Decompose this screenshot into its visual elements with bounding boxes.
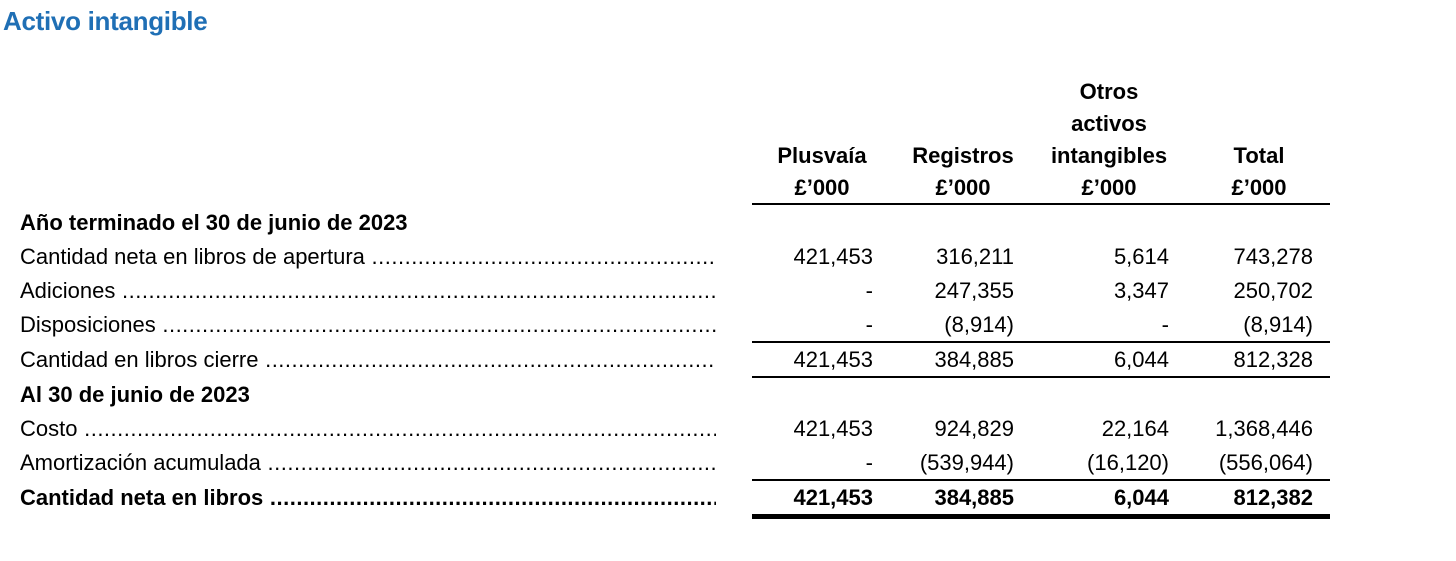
table-row xyxy=(0,310,1456,340)
cell-otros: 5,614 xyxy=(1113,244,1169,269)
cell-registros: 384,885 xyxy=(934,347,1014,372)
cell-total: 1,368,446 xyxy=(1215,416,1313,441)
header-line: £’000 xyxy=(794,175,850,200)
header-line: Registros xyxy=(912,143,1014,168)
table-row xyxy=(0,276,1456,306)
cell-plusvalia: - xyxy=(865,450,873,475)
cell-registros: 924,829 xyxy=(934,416,1014,441)
row-label: Cantidad neta en libros ..... xyxy=(20,483,716,513)
column-header-registros xyxy=(893,140,1033,204)
page-title: Activo intangible xyxy=(3,6,208,36)
cell-plusvalia: 421,453 xyxy=(793,485,873,510)
row-label: Disposiciones ..... xyxy=(20,310,716,340)
header-line: £’000 xyxy=(935,175,991,200)
cell-plusvalia: - xyxy=(865,312,873,337)
cell-plusvalia: 421,453 xyxy=(793,416,873,441)
header-line: £’000 xyxy=(1081,175,1137,200)
cell-registros: 247,355 xyxy=(934,278,1014,303)
total-rule-bottom-double xyxy=(752,514,1330,519)
header-line: £’000 xyxy=(1231,175,1287,200)
cell-registros: 384,885 xyxy=(934,485,1014,510)
cell-otros: - xyxy=(1161,312,1169,337)
total-rule-top xyxy=(752,479,1330,481)
table-row xyxy=(0,448,1456,478)
cell-registros: (8,914) xyxy=(944,312,1014,337)
table-row xyxy=(0,242,1456,272)
header-line: intangibles xyxy=(1050,143,1168,168)
row-label: Cantidad en libros cierre ..... xyxy=(20,345,716,375)
cell-plusvalia: 421,453 xyxy=(793,244,873,269)
cell-total: (556,064) xyxy=(1218,450,1313,475)
cell-registros: 316,211 xyxy=(936,244,1014,269)
cell-total: 743,278 xyxy=(1233,244,1313,269)
row-label: Costo ..... xyxy=(20,414,716,444)
header-rule xyxy=(752,203,1330,205)
cell-plusvalia: 421,453 xyxy=(793,347,873,372)
cell-otros: 6,044 xyxy=(1113,347,1169,372)
row-label: Amortización acumulada ..... xyxy=(20,448,716,478)
column-header-total xyxy=(1189,140,1329,204)
table-row-total xyxy=(0,483,1456,513)
table-row xyxy=(0,414,1456,444)
header-line: Total xyxy=(1233,143,1285,168)
cell-total: 812,382 xyxy=(1233,485,1313,510)
cell-otros: 22,164 xyxy=(1101,416,1169,441)
column-header-plusvalia xyxy=(752,140,892,204)
row-label: Cantidad neta en libros de apertura ..... xyxy=(20,242,716,272)
cell-otros: 3,347 xyxy=(1113,278,1169,303)
cell-otros: 6,044 xyxy=(1113,485,1169,510)
subtotal-rule-top xyxy=(752,341,1330,343)
subtotal-rule-bottom xyxy=(752,376,1330,378)
table-row-subtotal xyxy=(0,345,1456,375)
cell-plusvalia: - xyxy=(865,278,873,303)
cell-registros: (539,944) xyxy=(919,450,1014,475)
cell-total: (8,914) xyxy=(1243,312,1313,337)
cell-otros: (16,120) xyxy=(1087,450,1169,475)
section-heading-year-ended: Año terminado el 30 de junio de 2023 xyxy=(20,210,408,235)
row-label: Adiciones ..... xyxy=(20,276,716,306)
header-line: Otros xyxy=(1079,79,1139,104)
header-line: activos xyxy=(1071,111,1147,136)
section-heading-as-at: Al 30 de junio de 2023 xyxy=(20,382,250,407)
column-header-otros-activos xyxy=(1034,76,1184,204)
cell-total: 812,328 xyxy=(1233,347,1313,372)
header-line: Plusvaía xyxy=(777,143,867,168)
cell-total: 250,702 xyxy=(1233,278,1313,303)
